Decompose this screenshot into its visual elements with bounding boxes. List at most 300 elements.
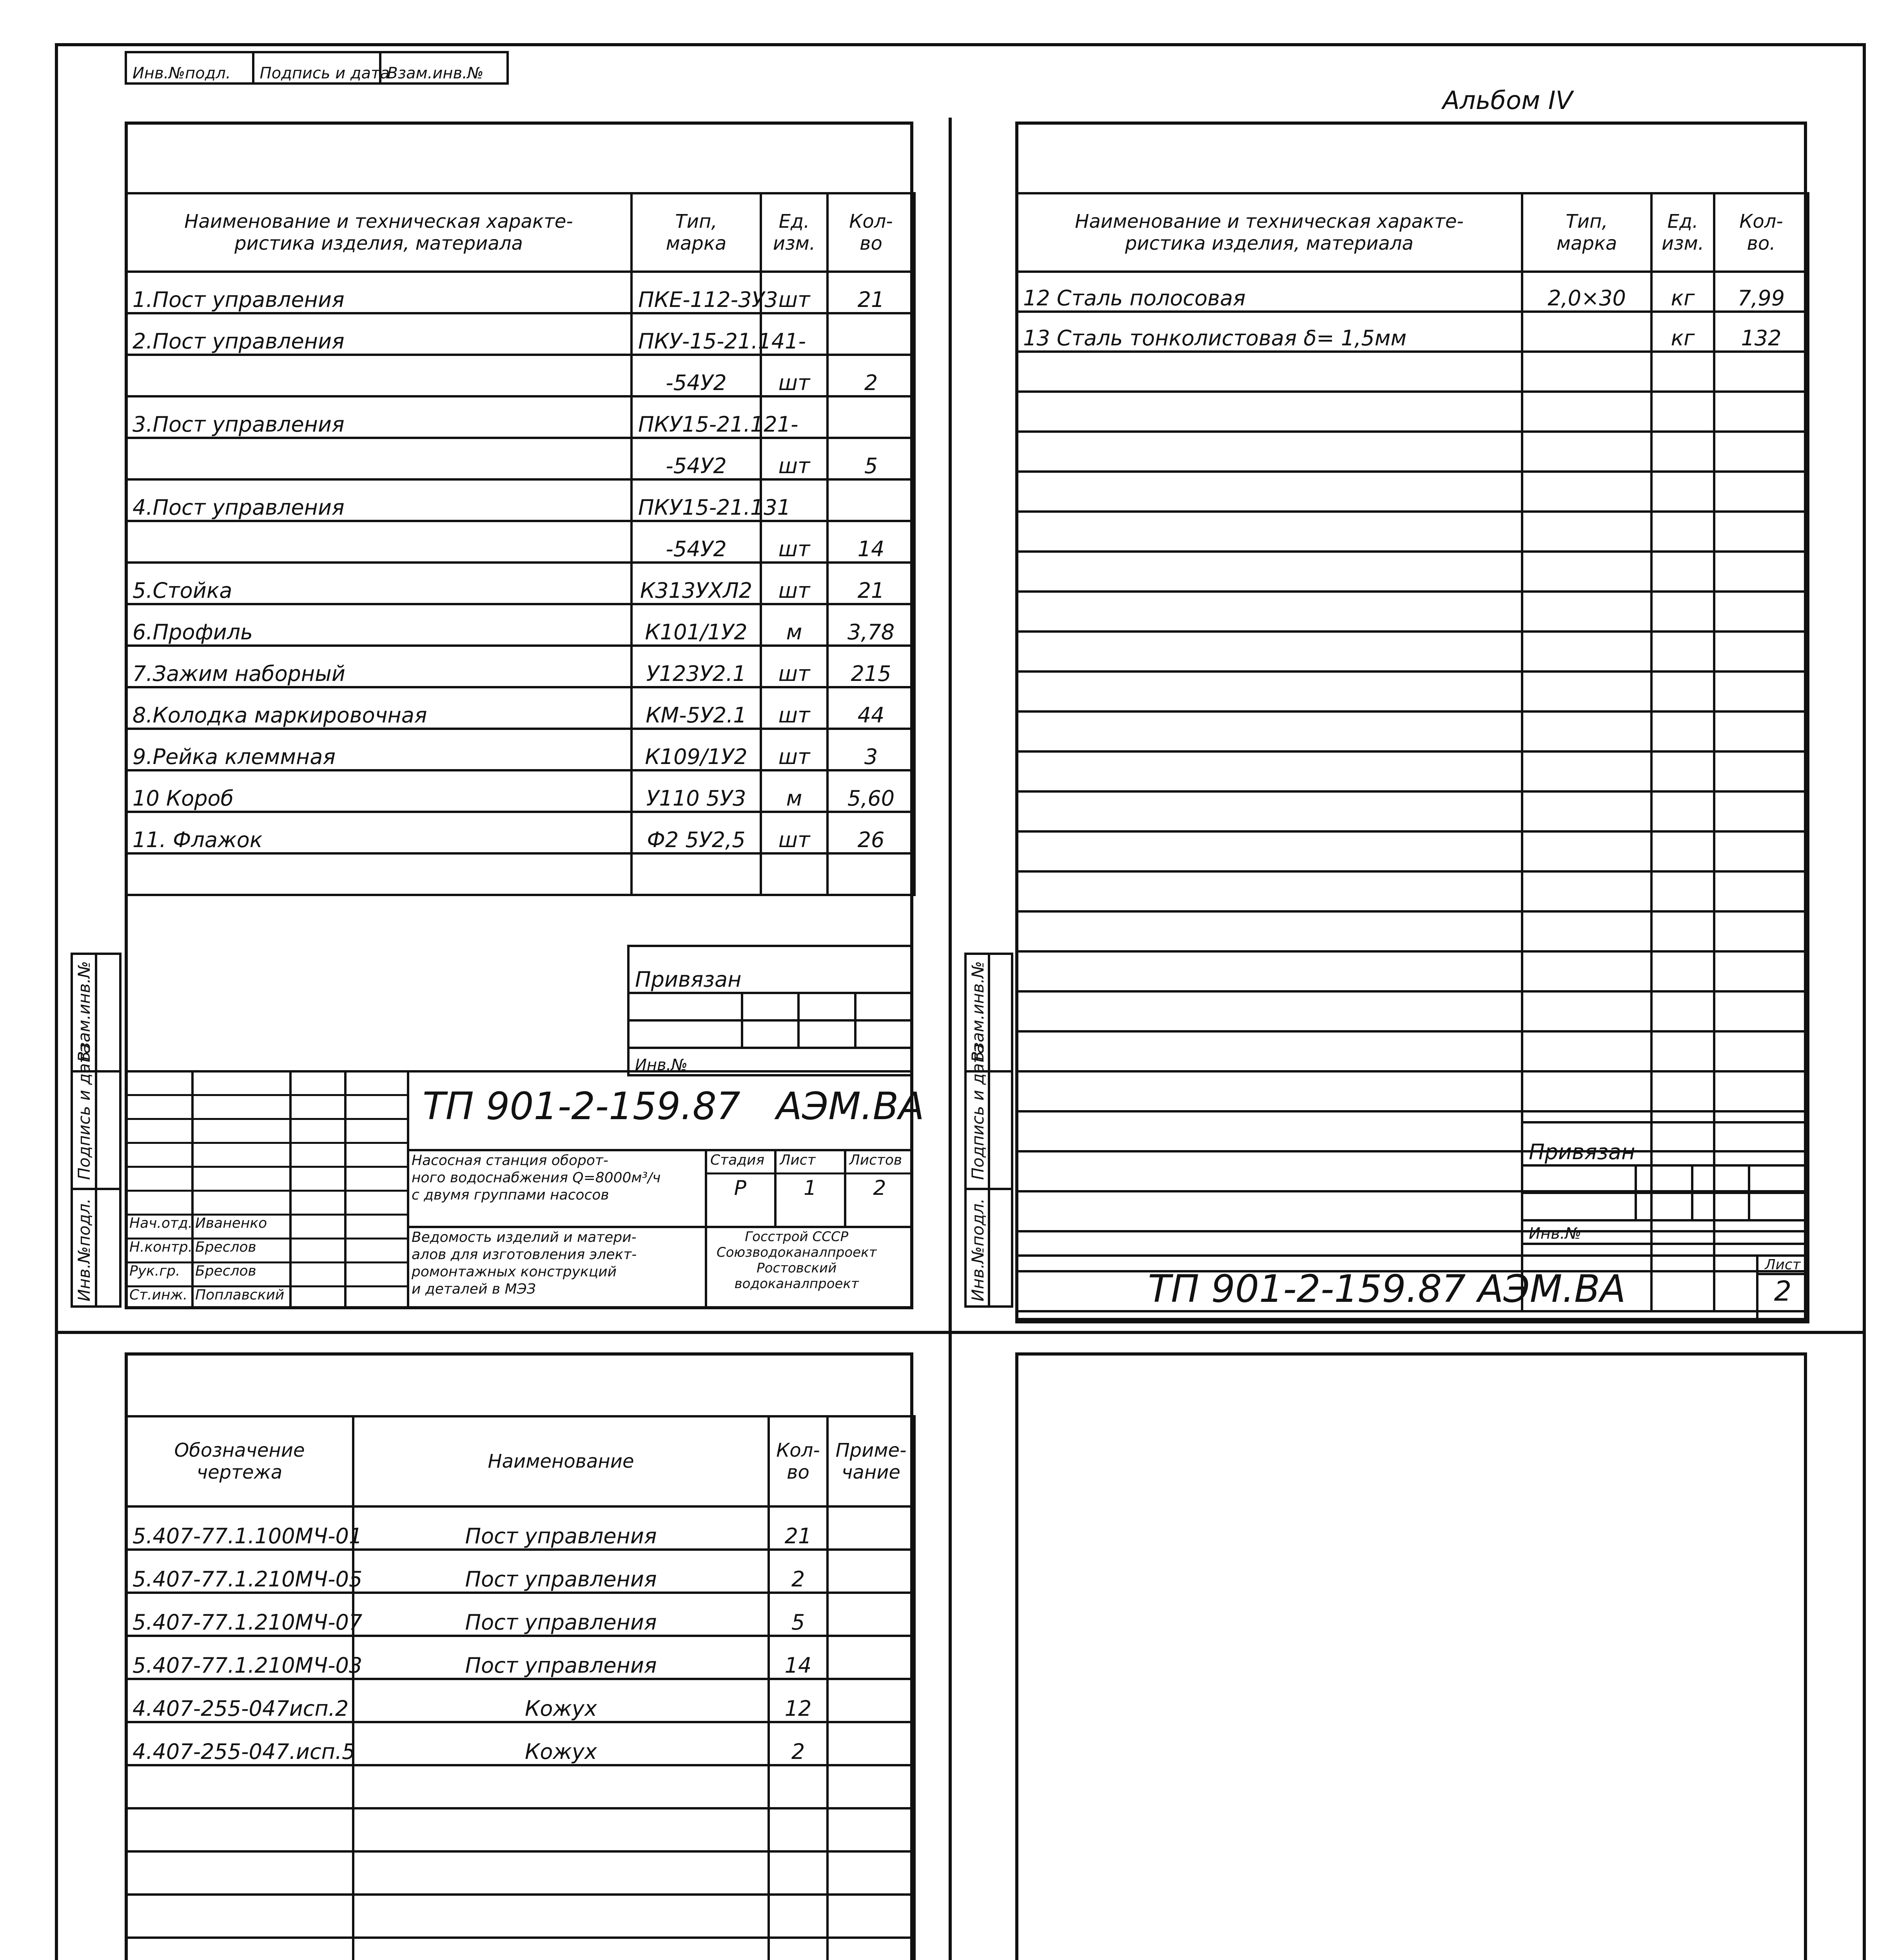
table-cell [1714, 951, 1808, 991]
header-cell [769, 1416, 827, 1506]
header-qty: Кол- во [849, 211, 893, 254]
header-note: Приме- чание [835, 1439, 907, 1483]
table-cell [761, 853, 827, 895]
sheet-label: Лист [1758, 1257, 1807, 1275]
privyazan-cell [855, 993, 912, 1020]
table-row [126, 1593, 915, 1636]
header-cell [631, 193, 761, 272]
table-row [1016, 1031, 1808, 1071]
table-cell [126, 355, 631, 396]
table-cell [1714, 512, 1808, 552]
header-cell [827, 193, 915, 272]
table-row [126, 687, 915, 729]
grid-line [774, 1149, 777, 1226]
table-row [126, 355, 915, 396]
table-cell: К313УХЛ2 [631, 563, 761, 604]
table-cell: 3.Пост управления [126, 396, 631, 438]
table-row [126, 1722, 915, 1765]
table-cell: шт [761, 729, 827, 770]
header-unit: Ед. изм. [773, 211, 816, 254]
side-label: Взам.инв.№ [74, 961, 94, 1062]
sheet-number: 2 [1774, 1275, 1792, 1307]
table-cell: К101/1У2 [631, 604, 761, 646]
table-row [126, 729, 915, 770]
table-cell [1522, 911, 1651, 951]
table-cell [827, 1722, 915, 1765]
stage-label: Лист [780, 1152, 816, 1169]
header-type: Тип, марка [1556, 211, 1617, 254]
table-cell [1714, 352, 1808, 392]
table-row [1016, 831, 1808, 871]
top-stamp-cell: Подпись и дата [253, 52, 381, 83]
table-cell [353, 1851, 769, 1895]
stage-value: Р [734, 1176, 747, 1200]
table-cell [827, 1636, 915, 1679]
table-row [126, 272, 915, 313]
table-cell: ПКУ15-21.121- [631, 396, 761, 438]
table-cell: 6.Профиль [126, 604, 631, 646]
table-row [1016, 911, 1808, 951]
side-label: Взам.инв.№ [968, 961, 987, 1062]
table-cell: КМ-5У2.1 [631, 687, 761, 729]
side-label: Инв.№подл. [968, 1198, 987, 1301]
table-cell [1651, 911, 1714, 951]
privyazan-cell [742, 993, 799, 1020]
table-cell: Пост управления [353, 1593, 769, 1636]
table-cell [353, 1765, 769, 1808]
top-stamp-cell: Взам.инв.№ [380, 52, 508, 83]
table-row [1016, 552, 1808, 592]
privyazan-cell [1636, 1165, 1693, 1193]
table-cell: 11. Флажок [126, 812, 631, 853]
table-cell [1522, 951, 1651, 991]
table-cell: шт [761, 646, 827, 687]
table-cell [1016, 1071, 1522, 1111]
table-cell: Ф2 5У2,5 [631, 812, 761, 853]
table-cell [1016, 352, 1522, 392]
signer-role: Нач.отд. [129, 1215, 193, 1231]
table-cell: 5.407-77.1.100МЧ-01 [126, 1506, 353, 1550]
table-cell [1016, 791, 1522, 831]
privyazan-cell [628, 1020, 742, 1048]
table-cell [1016, 991, 1522, 1031]
table-cell [1016, 472, 1522, 512]
header-cell [1522, 193, 1651, 272]
signer-name: Бреслов [195, 1239, 256, 1255]
table-cell [827, 1808, 915, 1851]
stage-value: 2 [873, 1176, 886, 1200]
table-cell: 21 [827, 272, 915, 313]
table-cell: 9.Рейка клеммная [126, 729, 631, 770]
table-row [1016, 1071, 1808, 1111]
table-cell [769, 1765, 827, 1808]
table-cell: 2.Пост управления [126, 313, 631, 355]
table-cell [1016, 512, 1522, 552]
table-row [1016, 432, 1808, 472]
table-row [126, 646, 915, 687]
table-row [126, 604, 915, 646]
table-row [126, 812, 915, 853]
grid-line [407, 1226, 913, 1228]
header-cell [126, 1416, 353, 1506]
privyazan-block [1521, 1121, 1807, 1245]
privyazan-label: Привязан [628, 946, 912, 993]
table-row [1016, 352, 1808, 392]
table-cell: 3 [827, 729, 915, 770]
signer-name: Иваненко [195, 1215, 267, 1231]
table-cell: -54У2 [631, 355, 761, 396]
table-cell [1651, 751, 1714, 791]
inv-label: Инв.№ [628, 1048, 912, 1075]
table-cell [1522, 312, 1651, 352]
table-cell [769, 1895, 827, 1938]
table-row [1016, 791, 1808, 831]
table-cell: 8.Колодка маркировочная [126, 687, 631, 729]
table-cell [1522, 592, 1651, 632]
organization: Госстрой СССР Союзводоканалпроект Ростовский водоканалпроект [717, 1229, 877, 1292]
side-stamp-cell [96, 954, 120, 1071]
table-cell: 2 [827, 355, 915, 396]
privyazan-block [627, 945, 913, 1076]
sheet-3-table [125, 1415, 916, 1960]
table-cell: 4.Пост управления [126, 479, 631, 521]
title-block [125, 1070, 924, 1309]
table-cell [1651, 432, 1714, 472]
table-cell [827, 1593, 915, 1636]
table-cell: 21 [827, 563, 915, 604]
table-cell [1522, 1031, 1651, 1071]
table-cell [1714, 711, 1808, 751]
table-cell [353, 1808, 769, 1851]
inv-label: Инв.№ [1522, 1220, 1806, 1244]
top-stamp [125, 51, 509, 85]
table-row [1016, 392, 1808, 432]
table-cell: Пост управления [353, 1636, 769, 1679]
table-cell: 5.407-77.1.210МЧ-05 [126, 1550, 353, 1593]
grid-line [844, 1149, 846, 1226]
table-cell: м [761, 604, 827, 646]
signer-role: Ст.инж. [129, 1287, 188, 1303]
table-row [126, 853, 915, 895]
table-cell [1651, 791, 1714, 831]
table-cell: -54У2 [631, 521, 761, 563]
grid-line [705, 1172, 913, 1174]
grid-line [125, 1118, 407, 1120]
sheet-description: Ведомость изделий и матери- алов для изготовления элект- ромонтажных конструкций и деталей в МЭЗ [412, 1229, 637, 1298]
table-cell [1651, 632, 1714, 671]
table-row [126, 396, 915, 438]
table-cell [1522, 831, 1651, 871]
side-stamp-cell [96, 1071, 120, 1189]
table-cell: 21 [769, 1506, 827, 1550]
table-row [126, 1851, 915, 1895]
table-cell: 132 [1714, 312, 1808, 352]
table-cell [827, 1550, 915, 1593]
table-cell: 10 Короб [126, 770, 631, 812]
privyazan-cell [798, 993, 855, 1020]
header-cell [827, 1416, 915, 1506]
table-cell [126, 1765, 353, 1808]
table-cell [126, 1808, 353, 1851]
privyazan-cell [798, 1020, 855, 1048]
table-cell [1522, 552, 1651, 592]
table-row [1016, 711, 1808, 751]
table-cell [1714, 671, 1808, 711]
table-row [126, 1679, 915, 1722]
table-cell: ПКУ15-21.131 [631, 479, 761, 521]
grid-line [407, 1070, 409, 1309]
table-row [1016, 472, 1808, 512]
privyazan-cell [742, 1020, 799, 1048]
table-cell [126, 853, 631, 895]
table-cell [1016, 1191, 1522, 1231]
privyazan-cell [1749, 1193, 1806, 1220]
table-row [126, 479, 915, 521]
table-cell [631, 853, 761, 895]
table-cell [1522, 1071, 1651, 1111]
table-row [126, 1506, 915, 1550]
table-cell [1651, 592, 1714, 632]
table-cell [827, 313, 915, 355]
table-cell [1522, 432, 1651, 472]
stage-label: Стадия [710, 1152, 765, 1169]
table-cell: кг [1651, 312, 1714, 352]
table-cell: шт [761, 521, 827, 563]
table-cell [1651, 352, 1714, 392]
table-cell [1016, 871, 1522, 911]
table-cell: 2,0×30 [1522, 272, 1651, 312]
header-cell [1016, 193, 1522, 272]
table-cell [1714, 871, 1808, 911]
table-cell: 5 [827, 438, 915, 479]
table-cell [126, 521, 631, 563]
table-row [126, 1765, 915, 1808]
header-cell [1714, 193, 1808, 272]
table-cell [1016, 951, 1522, 991]
table-cell [1714, 831, 1808, 871]
table-cell: 2 [769, 1722, 827, 1765]
table-cell [1522, 711, 1651, 751]
table-row [126, 770, 915, 812]
sheet-1-table [125, 192, 916, 896]
table-cell [1651, 831, 1714, 871]
table-cell [1714, 1071, 1808, 1111]
side-label: Подпись и дата [968, 1044, 987, 1180]
table-cell [1651, 871, 1714, 911]
table-cell: 5,60 [827, 770, 915, 812]
horizontal-divider [55, 1331, 1866, 1334]
header-name: Наименование и техническая характе- ристика изделия, материала [184, 211, 573, 254]
table-row [1016, 991, 1808, 1031]
sheet-number-cell [1757, 1256, 1808, 1322]
table-cell [827, 1765, 915, 1808]
privyazan-cell [628, 993, 742, 1020]
table-cell [1016, 1111, 1522, 1151]
table-cell [1016, 831, 1522, 871]
table-cell: 12 [769, 1679, 827, 1722]
table-cell: 2 [769, 1550, 827, 1593]
table-cell [1522, 671, 1651, 711]
table-cell [1714, 632, 1808, 671]
table-cell: 5 [769, 1593, 827, 1636]
privyazan-cell [1522, 1193, 1636, 1220]
header-name: Наименование [488, 1450, 634, 1472]
table-cell [1714, 552, 1808, 592]
table-cell [1522, 991, 1651, 1031]
table-cell [1016, 711, 1522, 751]
signer-name: Бреслов [195, 1263, 256, 1279]
table-row [1016, 312, 1808, 352]
table-cell: 1.Пост управления [126, 272, 631, 313]
table-cell [1714, 991, 1808, 1031]
table-cell: 26 [827, 812, 915, 853]
stage-label: Листов [849, 1152, 902, 1169]
header-qty: Кол- во. [1739, 211, 1783, 254]
table-cell [1714, 751, 1808, 791]
grid-line [125, 1166, 407, 1168]
table-cell [1522, 751, 1651, 791]
table-cell: 4.407-255-047.исп.5 [126, 1722, 353, 1765]
table-cell [126, 1851, 353, 1895]
table-cell [1651, 1031, 1714, 1071]
side-stamp-cell [989, 1071, 1013, 1189]
privyazan-cell [1749, 1165, 1806, 1193]
side-label: Подпись и дата [74, 1044, 94, 1180]
table-row [1016, 671, 1808, 711]
table-cell: м [761, 770, 827, 812]
table-cell [1714, 911, 1808, 951]
table-cell [1016, 1031, 1522, 1071]
table-cell: шт [761, 355, 827, 396]
table-cell: 14 [827, 521, 915, 563]
table-cell [769, 1938, 827, 1960]
table-cell: Кожух [353, 1722, 769, 1765]
table-cell [1522, 392, 1651, 432]
sheet-4-frame [1015, 1352, 1807, 1960]
table-cell [1016, 632, 1522, 671]
table-cell [1016, 751, 1522, 791]
header-cell [761, 193, 827, 272]
table-cell: Кожух [353, 1679, 769, 1722]
table-cell: шт [761, 438, 827, 479]
header-name: Наименование и техническая характе- ристика изделия, материала [1075, 211, 1464, 254]
table-cell [827, 1895, 915, 1938]
table-row [126, 1550, 915, 1593]
table-cell: шт [761, 563, 827, 604]
table-cell: -54У2 [631, 438, 761, 479]
table-cell [827, 1506, 915, 1550]
table-cell [353, 1895, 769, 1938]
table-cell [1651, 1071, 1714, 1111]
table-cell: 5.407-77.1.210МЧ-03 [126, 1636, 353, 1679]
table-row [1016, 632, 1808, 671]
table-cell: 3,78 [827, 604, 915, 646]
table-cell [126, 1938, 353, 1960]
table-cell: 14 [769, 1636, 827, 1679]
privyazan-cell [1636, 1193, 1693, 1220]
table-row [1016, 951, 1808, 991]
table-cell [769, 1851, 827, 1895]
privyazan-cell [855, 1020, 912, 1048]
table-cell: ПКУ-15-21.141- [631, 313, 761, 355]
table-cell: ПКЕ-112-3У3 [631, 272, 761, 313]
table-cell: 215 [827, 646, 915, 687]
table-row [126, 521, 915, 563]
table-cell: шт [761, 687, 827, 729]
table-cell: 5.Стойка [126, 563, 631, 604]
table-cell [1651, 472, 1714, 512]
table-cell [1714, 791, 1808, 831]
header-cell [353, 1416, 769, 1506]
privyazan-cell [1522, 1165, 1636, 1193]
table-cell [1522, 632, 1651, 671]
grid-line [125, 1142, 407, 1144]
table-row [1016, 512, 1808, 552]
table-row [1016, 272, 1808, 312]
table-cell [1651, 552, 1714, 592]
top-stamp-cell: Инв.№подл. [126, 52, 253, 83]
sheet-2-code-row [1015, 1254, 1809, 1323]
table-cell [1016, 592, 1522, 632]
table-cell: 44 [827, 687, 915, 729]
table-cell [353, 1938, 769, 1960]
table-cell [1714, 592, 1808, 632]
table-cell [1714, 432, 1808, 472]
table-cell [1651, 991, 1714, 1031]
table-cell [1714, 1031, 1808, 1071]
signer-name: Поплавский [195, 1287, 285, 1303]
table-row [126, 563, 915, 604]
table-cell [1651, 711, 1714, 751]
table-row [126, 1938, 915, 1960]
privyazan-cell [1692, 1165, 1749, 1193]
table-cell: 13 Сталь тонколистовая δ= 1,5мм [1016, 312, 1522, 352]
album-label: Альбом IV [1443, 86, 1573, 115]
table-cell: шт [761, 812, 827, 853]
project-title: Насосная станция оборот- ного водоснабжения Q=8000м³/ч с двумя группами насосов [412, 1152, 661, 1203]
document-code: ТП 901-2-159.87 АЭМ.ВА [423, 1084, 924, 1129]
table-cell: Пост управления [353, 1506, 769, 1550]
table-cell [827, 853, 915, 895]
table-row [126, 1895, 915, 1938]
table-cell [827, 1851, 915, 1895]
table-cell [1714, 392, 1808, 432]
table-row [1016, 592, 1808, 632]
table-cell [1016, 392, 1522, 432]
table-cell [1522, 472, 1651, 512]
header-qty: Кол- во [776, 1439, 820, 1483]
table-cell [1016, 552, 1522, 592]
table-cell [1522, 871, 1651, 911]
signer-role: Рук.гр. [129, 1263, 180, 1279]
table-cell [827, 1679, 915, 1722]
table-cell: шт [761, 272, 827, 313]
table-cell: 4.407-255-047исп.2 [126, 1679, 353, 1722]
table-row [1016, 871, 1808, 911]
document-code: ТП 901-2-159.87 АЭМ.ВА [1016, 1256, 1757, 1322]
table-cell: 12 Сталь полосовая [1016, 272, 1522, 312]
table-cell [1522, 512, 1651, 552]
table-cell [1651, 512, 1714, 552]
table-cell [1016, 1151, 1522, 1191]
header-cell [1651, 193, 1714, 272]
table-cell [827, 1938, 915, 1960]
stage-value: 1 [804, 1176, 817, 1200]
table-cell: 7.Зажим наборный [126, 646, 631, 687]
header-cell [126, 193, 631, 272]
table-row [126, 438, 915, 479]
table-cell: К109/1У2 [631, 729, 761, 770]
